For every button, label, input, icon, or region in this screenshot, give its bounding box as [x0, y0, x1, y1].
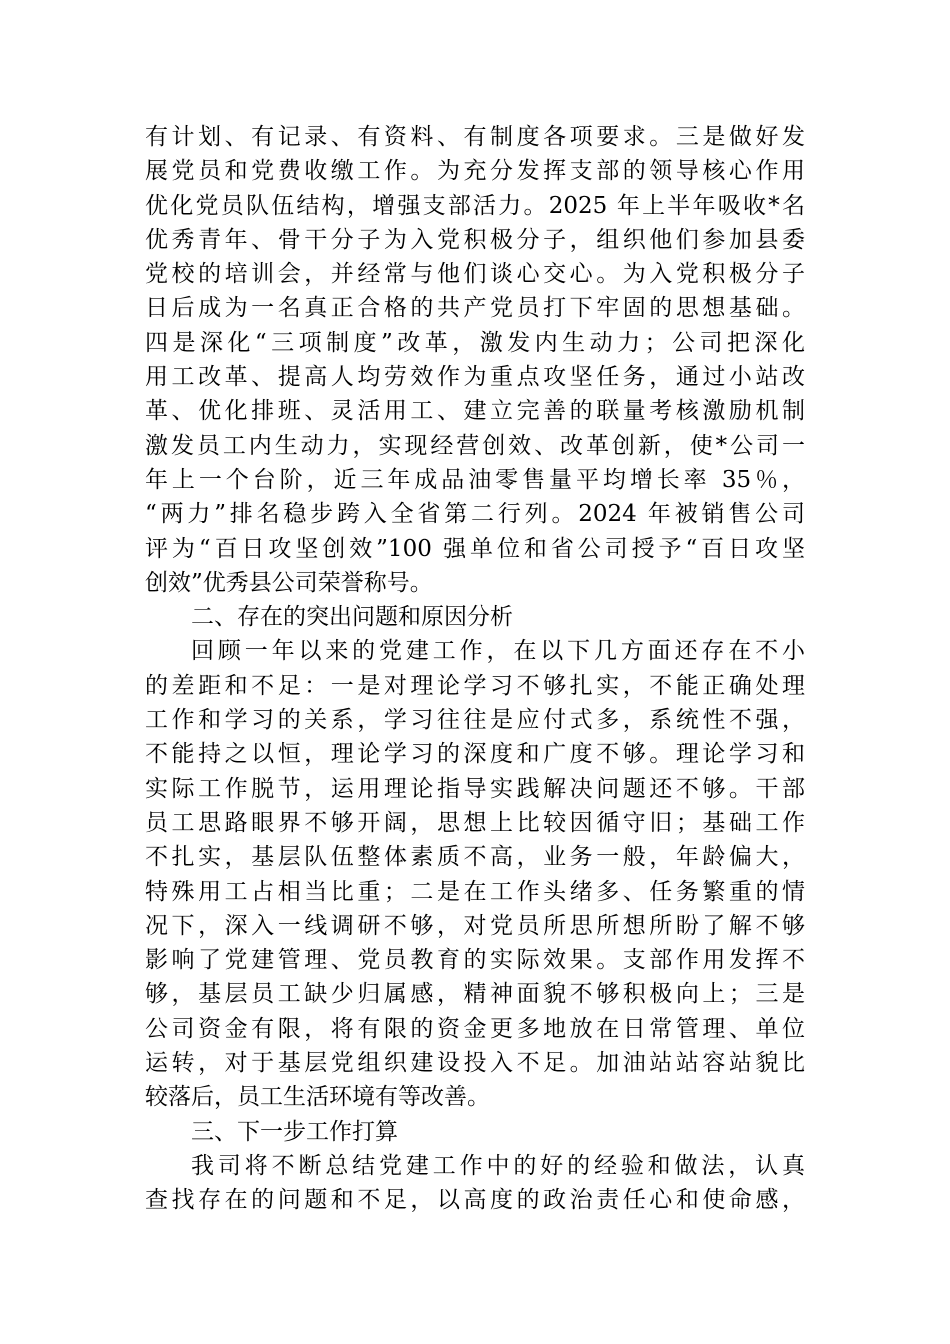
text-line: 优化党员队伍结构，增强支部活力。2025 年上半年吸收*名 [145, 192, 805, 219]
text-line: 运转，对于基层党组织建设投入不足。加油站站容站貌比 [145, 1050, 805, 1077]
text-line: 特殊用工占相当比重；二是在工作头绪多、任务繁重的情 [145, 878, 805, 905]
text-line: 用工改革、提高人均劳效作为重点攻坚任务，通过小站改 [145, 364, 805, 391]
text-line: 革、优化排班、灵活用工、建立完善的联量考核激励机制 [145, 398, 805, 425]
text-line: 的差距和不足：一是对理论学习不够扎实，不能正确处理 [145, 672, 805, 699]
paragraph-achievements [145, 120, 805, 600]
text-line: 四是深化“三项制度”改革，激发内生动力；公司把深化 [145, 329, 805, 356]
paragraph-problems [145, 634, 805, 1114]
text-line: 较落后，员工生活环境有等改善。 [145, 1084, 490, 1111]
text-line: 我司将不断总结党建工作中的好的经验和做法，认真 [191, 1152, 805, 1179]
text-line: 评为“百日攻坚创效”100 强单位和省公司授予“百日攻坚 [145, 535, 805, 562]
text-line: 够，基层员工缺少归属感，精神面貌不够积极向上；三是 [145, 981, 805, 1008]
section-heading-problems: 二、存在的突出问题和原因分析 [191, 604, 513, 631]
text-line: 党校的培训会，并经常与他们谈心交心。为入党积极分子 [145, 261, 805, 288]
section-heading-next-steps: 三、下一步工作打算 [191, 1118, 398, 1145]
text-line: 激发员工内生动力，实现经营创效、改革创新，使*公司一 [145, 432, 805, 459]
document-body [145, 120, 805, 1218]
text-line: 公司资金有限，将有限的资金更多地放在日常管理、单位 [145, 1015, 805, 1042]
text-line: 不扎实，基层队伍整体素质不高，业务一般，年龄偏大， [145, 844, 805, 871]
text-line: 回顾一年以来的党建工作，在以下几方面还存在不小 [191, 638, 805, 665]
text-line: 员工思路眼界不够开阔，思想上比较因循守旧；基础工作 [145, 809, 805, 836]
text-line: 工作和学习的关系，学习往往是应付式多，系统性不强， [145, 707, 805, 734]
text-line: 影响了党建管理、党员教育的实际效果。支部作用发挥不 [145, 947, 805, 974]
text-line: 创效”优秀县公司荣誉称号。 [145, 569, 433, 596]
text-line: 实际工作脱节，运用理论指导实践解决问题还不够。干部 [145, 775, 805, 802]
text-line: 优秀青年、骨干分子为入党积极分子，组织他们参加县委 [145, 226, 805, 253]
text-line: 况下，深入一线调研不够，对党员所思所想所盼了解不够 [145, 912, 805, 939]
paragraph-next-steps [145, 1149, 805, 1218]
text-line: 年上一个台阶，近三年成品油零售量平均增长率 35％， [145, 466, 805, 493]
text-line: 查找存在的问题和不足，以高度的政治责任心和使命感， [145, 1187, 805, 1214]
text-line: 展党员和党费收缴工作。为充分发挥支部的领导核心作用 [145, 158, 805, 185]
text-line: 日后成为一名真正合格的共产党员打下牢固的思想基础。 [145, 295, 805, 322]
text-line: 不能持之以恒，理论学习的深度和广度不够。理论学习和 [145, 741, 805, 768]
text-line: 有计划、有记录、有资料、有制度各项要求。三是做好发 [145, 124, 805, 150]
text-line: “两力”排名稳步跨入全省第二行列。2024 年被销售公司 [145, 501, 805, 528]
